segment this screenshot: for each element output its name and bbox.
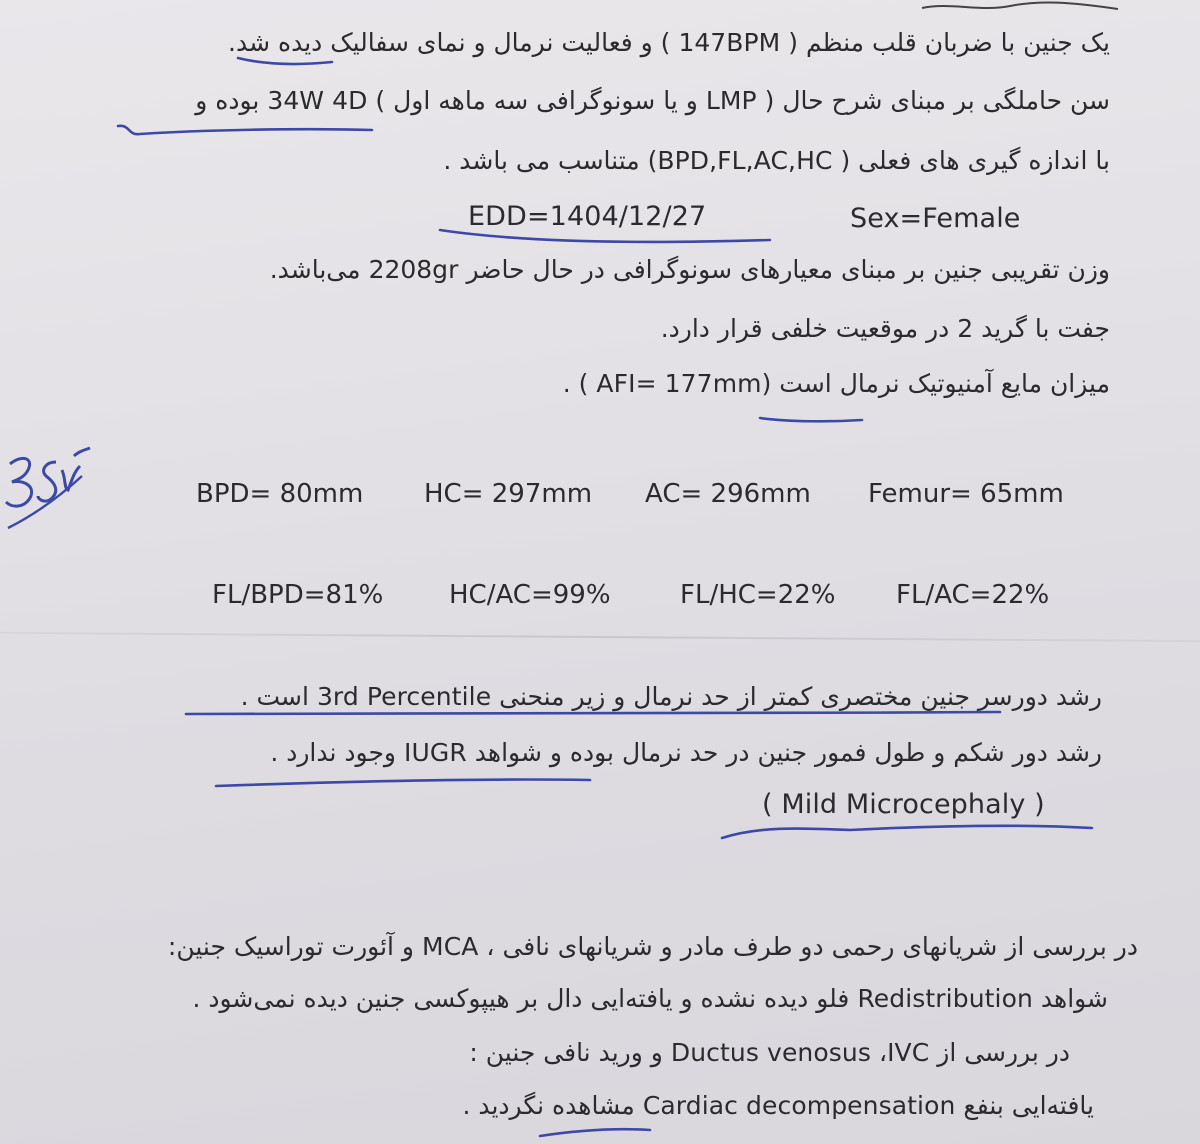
measurement-femur: Femur= 65mm	[868, 479, 1064, 509]
ratio-hc-ac: HC/AC=99%	[449, 580, 611, 610]
report-line-abdomen-femur: رشد دور شکم و طول فمور جنین در حد نرمال بوده و شواهد IUGR وجود ندارد .	[270, 738, 1102, 767]
report-line-placenta: جفت با گرید 2 در موقعیت خلفی قرار دارد.	[660, 314, 1110, 343]
ratio-fl-hc: FL/HC=22%	[680, 580, 836, 610]
underline-cardiac	[540, 1129, 650, 1136]
handwritten-margin-note	[2, 436, 92, 536]
report-line-ductus-venosus: در بررسی از Ductus venosus ،IVC و ورید نافی جنین :	[469, 1038, 1070, 1067]
measurement-bpd: BPD= 80mm	[196, 479, 364, 509]
underline-microcephaly	[722, 826, 1092, 838]
sex-value: Sex=Female	[850, 203, 1021, 234]
report-line-heartbeat: یک جنین با ضربان قلب منظم ( 147BPM ) و فعالیت نرمال و نمای سفالیک دیده شد.	[228, 28, 1110, 57]
underline-amniotic-normal	[760, 418, 862, 421]
report-line-arteries: در بررسی از شریانهای رحمی دو طرف مادر و شریانهای نافی ، MCA و آئورت توراسیک جنین:	[167, 932, 1138, 961]
report-line-biometry-fit: با اندازه گیری های فعلی ( BPD,FL,AC,HC) متناسب می باشد .	[443, 146, 1110, 175]
underline-iugr	[216, 779, 590, 786]
diagnosis-mild-microcephaly: ( Mild Microcephaly )	[762, 789, 1045, 820]
edd-value: EDD=1404/12/27	[468, 201, 707, 232]
ratio-fl-ac: FL/AC=22%	[896, 580, 1050, 610]
measurement-ac: AC= 296mm	[645, 479, 811, 509]
underline-gestational-age	[118, 126, 372, 134]
measurement-hc: HC= 297mm	[424, 479, 593, 509]
ratio-fl-bpd: FL/BPD=81%	[212, 580, 384, 610]
report-line-cardiac: یافته‌ایی بنفع Cardiac decompensation مشاهده نگردید .	[462, 1091, 1094, 1120]
report-line-amniotic-fluid: میزان مایع آمنیوتیک نرمال است (AFI= 177mm ) .	[562, 369, 1110, 398]
report-line-redistribution: شواهد Redistribution فلو دیده نشده و یافته‌ایی دال بر هیپوکسی جنین دیده نمی‌شود .	[192, 984, 1108, 1013]
handwritten-header-scrawl	[920, 0, 1120, 14]
report-line-head-growth: رشد دورسر جنین مختصری کمتر از حد نرمال و زیر منحنی 3rd Percentile است .	[240, 682, 1102, 711]
report-line-fetal-weight: وزن تقریبی جنین بر مبنای معیارهای سونوگرافی در حال حاضر 2208gr می‌باشد.	[269, 255, 1110, 284]
paper-fold-crease	[0, 632, 1200, 642]
report-line-gestational-age: سن حاملگی بر مبنای شرح حال ( LMP و یا سونوگرافی سه ماهه اول ) 34W 4D بوده و	[195, 86, 1110, 115]
